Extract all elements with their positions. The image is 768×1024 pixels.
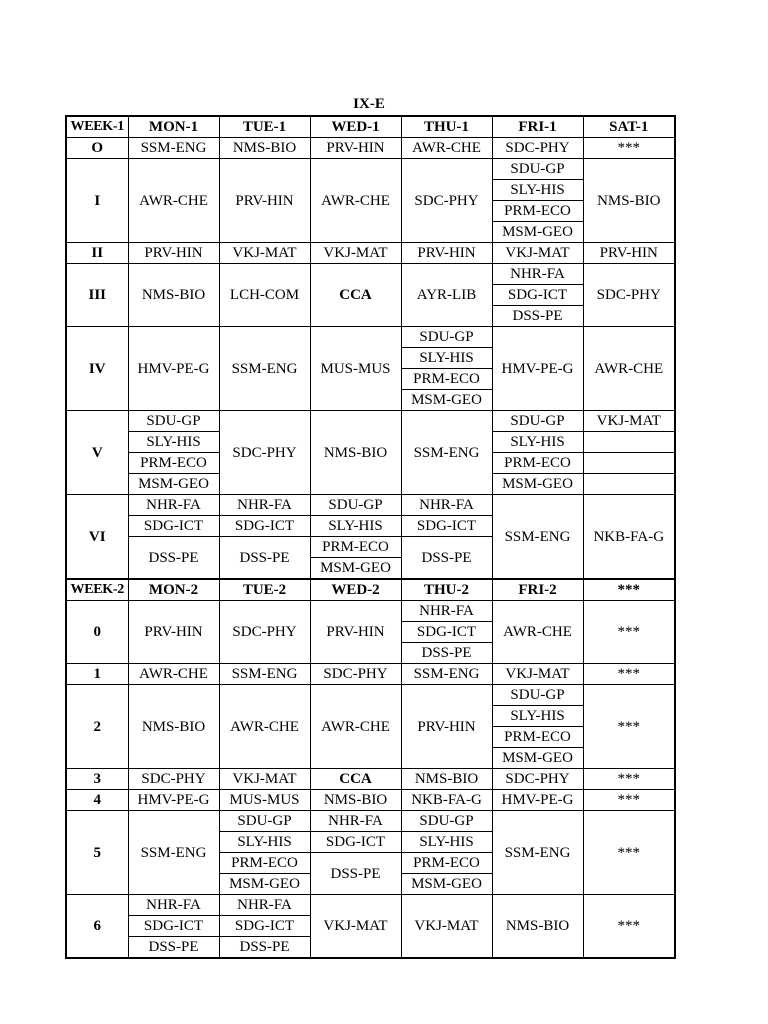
schedule-subcell: DSS-PE bbox=[219, 937, 310, 959]
schedule-cell: *** bbox=[583, 790, 675, 811]
period-row-iii bbox=[66, 264, 675, 285]
day-header: FRI-1 bbox=[492, 116, 583, 138]
period-label: IV bbox=[66, 327, 128, 411]
period-row-1 bbox=[66, 664, 675, 685]
period-label: V bbox=[66, 411, 128, 495]
period-label: 1 bbox=[66, 664, 128, 685]
period-row-2 bbox=[66, 685, 675, 706]
schedule-subcell: SDU-GP bbox=[219, 811, 310, 832]
schedule-subcell: PRM-ECO bbox=[219, 853, 310, 874]
schedule-subcell: SDG-ICT bbox=[401, 622, 492, 643]
schedule-cell: *** bbox=[583, 664, 675, 685]
schedule-cell: SSM-ENG bbox=[401, 411, 492, 495]
schedule-subcell: MSM-GEO bbox=[310, 558, 401, 580]
schedule-subcell: SLY-HIS bbox=[401, 348, 492, 369]
schedule-cell: PRV-HIN bbox=[401, 243, 492, 264]
period-row-o bbox=[66, 138, 675, 159]
day-header: TUE-1 bbox=[219, 116, 310, 138]
schedule-cell: HMV-PE-G bbox=[128, 327, 219, 411]
schedule-subcell: SLY-HIS bbox=[401, 832, 492, 853]
week2-header-row bbox=[66, 579, 675, 601]
schedule-subcell: SDU-GP bbox=[401, 811, 492, 832]
schedule-cell: SDC-PHY bbox=[583, 264, 675, 327]
schedule-cell: *** bbox=[583, 811, 675, 895]
schedule-cell: *** bbox=[583, 601, 675, 664]
schedule-subcell: NHR-FA bbox=[128, 495, 219, 516]
schedule-subcell: PRM-ECO bbox=[310, 537, 401, 558]
schedule-cell: HMV-PE-G bbox=[492, 790, 583, 811]
period-label: 2 bbox=[66, 685, 128, 769]
schedule-subcell: DSS-PE bbox=[310, 853, 401, 895]
schedule-subcell: MSM-GEO bbox=[492, 222, 583, 243]
schedule-cell: PRV-HIN bbox=[310, 601, 401, 664]
day-header: *** bbox=[583, 579, 675, 601]
schedule-cell: VKJ-MAT bbox=[310, 895, 401, 959]
schedule-cell: AWR-CHE bbox=[492, 601, 583, 664]
schedule-subcell: MSM-GEO bbox=[401, 390, 492, 411]
period-row-5 bbox=[66, 811, 675, 832]
day-header: THU-2 bbox=[401, 579, 492, 601]
schedule-subcell: SDG-ICT bbox=[128, 516, 219, 537]
schedule-subcell: MSM-GEO bbox=[401, 874, 492, 895]
schedule-cell: AWR-CHE bbox=[128, 159, 219, 243]
schedule-subcell: SDU-GP bbox=[492, 411, 583, 432]
schedule-cell: NMS-BIO bbox=[219, 138, 310, 159]
period-label: 4 bbox=[66, 790, 128, 811]
schedule-subcell: PRM-ECO bbox=[492, 453, 583, 474]
schedule-subcell: DSS-PE bbox=[401, 537, 492, 580]
period-label: I bbox=[66, 159, 128, 243]
period-row-vi bbox=[66, 495, 675, 516]
schedule-subcell: DSS-PE bbox=[128, 937, 219, 959]
schedule-cell: VKJ-MAT bbox=[492, 243, 583, 264]
schedule-cell: NMS-BIO bbox=[128, 264, 219, 327]
period-row-ii bbox=[66, 243, 675, 264]
schedule-subcell: PRM-ECO bbox=[128, 453, 219, 474]
schedule-cell: SSM-ENG bbox=[401, 664, 492, 685]
schedule-cell: SDC-PHY bbox=[401, 159, 492, 243]
schedule-subcell: SDU-GP bbox=[401, 327, 492, 348]
period-label: VI bbox=[66, 495, 128, 580]
schedule-subcell: DSS-PE bbox=[219, 537, 310, 580]
schedule-cell: SDC-PHY bbox=[310, 664, 401, 685]
schedule-subcell: SLY-HIS bbox=[310, 516, 401, 537]
schedule-subcell: SDG-ICT bbox=[492, 285, 583, 306]
schedule-cell: NKB-FA-G bbox=[401, 790, 492, 811]
day-header: THU-1 bbox=[401, 116, 492, 138]
schedule-cell: SSM-ENG bbox=[128, 138, 219, 159]
schedule-subcell: SDG-ICT bbox=[128, 916, 219, 937]
schedule-cell: AWR-CHE bbox=[310, 685, 401, 769]
schedule-cell: *** bbox=[583, 685, 675, 769]
schedule-cell: VKJ-MAT bbox=[401, 895, 492, 959]
day-header: MON-2 bbox=[128, 579, 219, 601]
schedule-cell: MUS-MUS bbox=[219, 790, 310, 811]
schedule-subcell: PRM-ECO bbox=[401, 853, 492, 874]
schedule-subcell: NHR-FA bbox=[492, 264, 583, 285]
period-label: II bbox=[66, 243, 128, 264]
schedule-cell: LCH-COM bbox=[219, 264, 310, 327]
schedule-subcell: SLY-HIS bbox=[128, 432, 219, 453]
schedule-subcell: NHR-FA bbox=[310, 811, 401, 832]
schedule-subcell: SDU-GP bbox=[492, 159, 583, 180]
schedule-cell: PRV-HIN bbox=[401, 685, 492, 769]
schedule-cell: NMS-BIO bbox=[128, 685, 219, 769]
period-row-4 bbox=[66, 790, 675, 811]
schedule-subcell: NHR-FA bbox=[401, 495, 492, 516]
period-label: 0 bbox=[66, 601, 128, 664]
schedule-cell: NMS-BIO bbox=[583, 159, 675, 243]
schedule-subcell bbox=[583, 474, 675, 495]
schedule-cell: VKJ-MAT bbox=[492, 664, 583, 685]
schedule-subcell: MSM-GEO bbox=[128, 474, 219, 495]
schedule-subcell: SDG-ICT bbox=[219, 916, 310, 937]
schedule-cell: *** bbox=[583, 895, 675, 959]
week1-header-row bbox=[66, 116, 675, 138]
schedule-subcell: SDG-ICT bbox=[219, 516, 310, 537]
schedule-subcell bbox=[583, 432, 675, 453]
schedule-cell: AWR-CHE bbox=[583, 327, 675, 411]
schedule-cell: NMS-BIO bbox=[492, 895, 583, 959]
period-row-6 bbox=[66, 895, 675, 916]
day-header: WED-1 bbox=[310, 116, 401, 138]
schedule-cell: AWR-CHE bbox=[128, 664, 219, 685]
schedule-cell: *** bbox=[583, 138, 675, 159]
schedule-cell: HMV-PE-G bbox=[128, 790, 219, 811]
schedule-subcell: MSM-GEO bbox=[492, 748, 583, 769]
timetable-title: IX-E bbox=[353, 96, 385, 112]
schedule-cell: SSM-ENG bbox=[128, 811, 219, 895]
schedule-cell: SSM-ENG bbox=[492, 811, 583, 895]
period-label: 6 bbox=[66, 895, 128, 959]
day-header: TUE-2 bbox=[219, 579, 310, 601]
schedule-cell: VKJ-MAT bbox=[310, 243, 401, 264]
period-label: O bbox=[66, 138, 128, 159]
schedule-cell: SDC-PHY bbox=[492, 769, 583, 790]
schedule-cell: AWR-CHE bbox=[310, 159, 401, 243]
schedule-cell: *** bbox=[583, 769, 675, 790]
schedule-cell: CCA bbox=[310, 264, 401, 327]
schedule-cell: SDC-PHY bbox=[492, 138, 583, 159]
schedule-subcell: SDU-GP bbox=[310, 495, 401, 516]
schedule-cell: NKB-FA-G bbox=[583, 495, 675, 580]
schedule-cell: PRV-HIN bbox=[310, 138, 401, 159]
schedule-cell: SSM-ENG bbox=[219, 327, 310, 411]
schedule-subcell: PRM-ECO bbox=[492, 201, 583, 222]
schedule-cell: NMS-BIO bbox=[310, 790, 401, 811]
schedule-subcell: MSM-GEO bbox=[219, 874, 310, 895]
schedule-subcell: PRM-ECO bbox=[401, 369, 492, 390]
schedule-cell: VKJ-MAT bbox=[219, 243, 310, 264]
schedule-subcell bbox=[583, 453, 675, 474]
schedule-subcell: SDG-ICT bbox=[401, 516, 492, 537]
period-row-i bbox=[66, 159, 675, 180]
schedule-subcell: VKJ-MAT bbox=[583, 411, 675, 432]
schedule-subcell: SDU-GP bbox=[492, 685, 583, 706]
period-label: 3 bbox=[66, 769, 128, 790]
schedule-cell: AWR-CHE bbox=[401, 138, 492, 159]
schedule-cell: HMV-PE-G bbox=[492, 327, 583, 411]
schedule-subcell: DSS-PE bbox=[492, 306, 583, 327]
schedule-cell: PRV-HIN bbox=[128, 601, 219, 664]
schedule-cell: CCA bbox=[310, 769, 401, 790]
schedule-cell: PRV-HIN bbox=[583, 243, 675, 264]
schedule-subcell: NHR-FA bbox=[219, 895, 310, 916]
schedule-subcell: MSM-GEO bbox=[492, 474, 583, 495]
day-header: MON-1 bbox=[128, 116, 219, 138]
schedule-cell: PRV-HIN bbox=[219, 159, 310, 243]
schedule-subcell: SLY-HIS bbox=[492, 180, 583, 201]
period-row-0 bbox=[66, 601, 675, 622]
schedule-subcell: SLY-HIS bbox=[492, 432, 583, 453]
week-label: WEEK-2 bbox=[66, 579, 128, 601]
schedule-cell: MUS-MUS bbox=[310, 327, 401, 411]
schedule-cell: SSM-ENG bbox=[219, 664, 310, 685]
schedule-subcell: SLY-HIS bbox=[492, 706, 583, 727]
schedule-cell: SDC-PHY bbox=[128, 769, 219, 790]
schedule-subcell: PRM-ECO bbox=[492, 727, 583, 748]
schedule-subcell: SDU-GP bbox=[128, 411, 219, 432]
day-header: WED-2 bbox=[310, 579, 401, 601]
schedule-cell: PRV-HIN bbox=[128, 243, 219, 264]
schedule-cell: AYR-LIB bbox=[401, 264, 492, 327]
schedule-cell: SDC-PHY bbox=[219, 601, 310, 664]
schedule-cell: SDC-PHY bbox=[219, 411, 310, 495]
schedule-cell: NMS-BIO bbox=[310, 411, 401, 495]
schedule-cell: NMS-BIO bbox=[401, 769, 492, 790]
schedule-subcell: DSS-PE bbox=[128, 537, 219, 580]
schedule-subcell: SLY-HIS bbox=[219, 832, 310, 853]
day-header: FRI-2 bbox=[492, 579, 583, 601]
period-row-iv bbox=[66, 327, 675, 348]
schedule-subcell: DSS-PE bbox=[401, 643, 492, 664]
schedule-cell: VKJ-MAT bbox=[219, 769, 310, 790]
schedule-subcell: SDG-ICT bbox=[310, 832, 401, 853]
day-header: SAT-1 bbox=[583, 116, 675, 138]
schedule-subcell: NHR-FA bbox=[401, 601, 492, 622]
period-row-3 bbox=[66, 769, 675, 790]
schedule-cell: AWR-CHE bbox=[219, 685, 310, 769]
week-label: WEEK-1 bbox=[66, 116, 128, 138]
period-row-v bbox=[66, 411, 675, 432]
schedule-cell: SSM-ENG bbox=[492, 495, 583, 580]
schedule-subcell: NHR-FA bbox=[128, 895, 219, 916]
timetable bbox=[65, 115, 676, 959]
period-label: III bbox=[66, 264, 128, 327]
schedule-subcell: NHR-FA bbox=[219, 495, 310, 516]
period-label: 5 bbox=[66, 811, 128, 895]
